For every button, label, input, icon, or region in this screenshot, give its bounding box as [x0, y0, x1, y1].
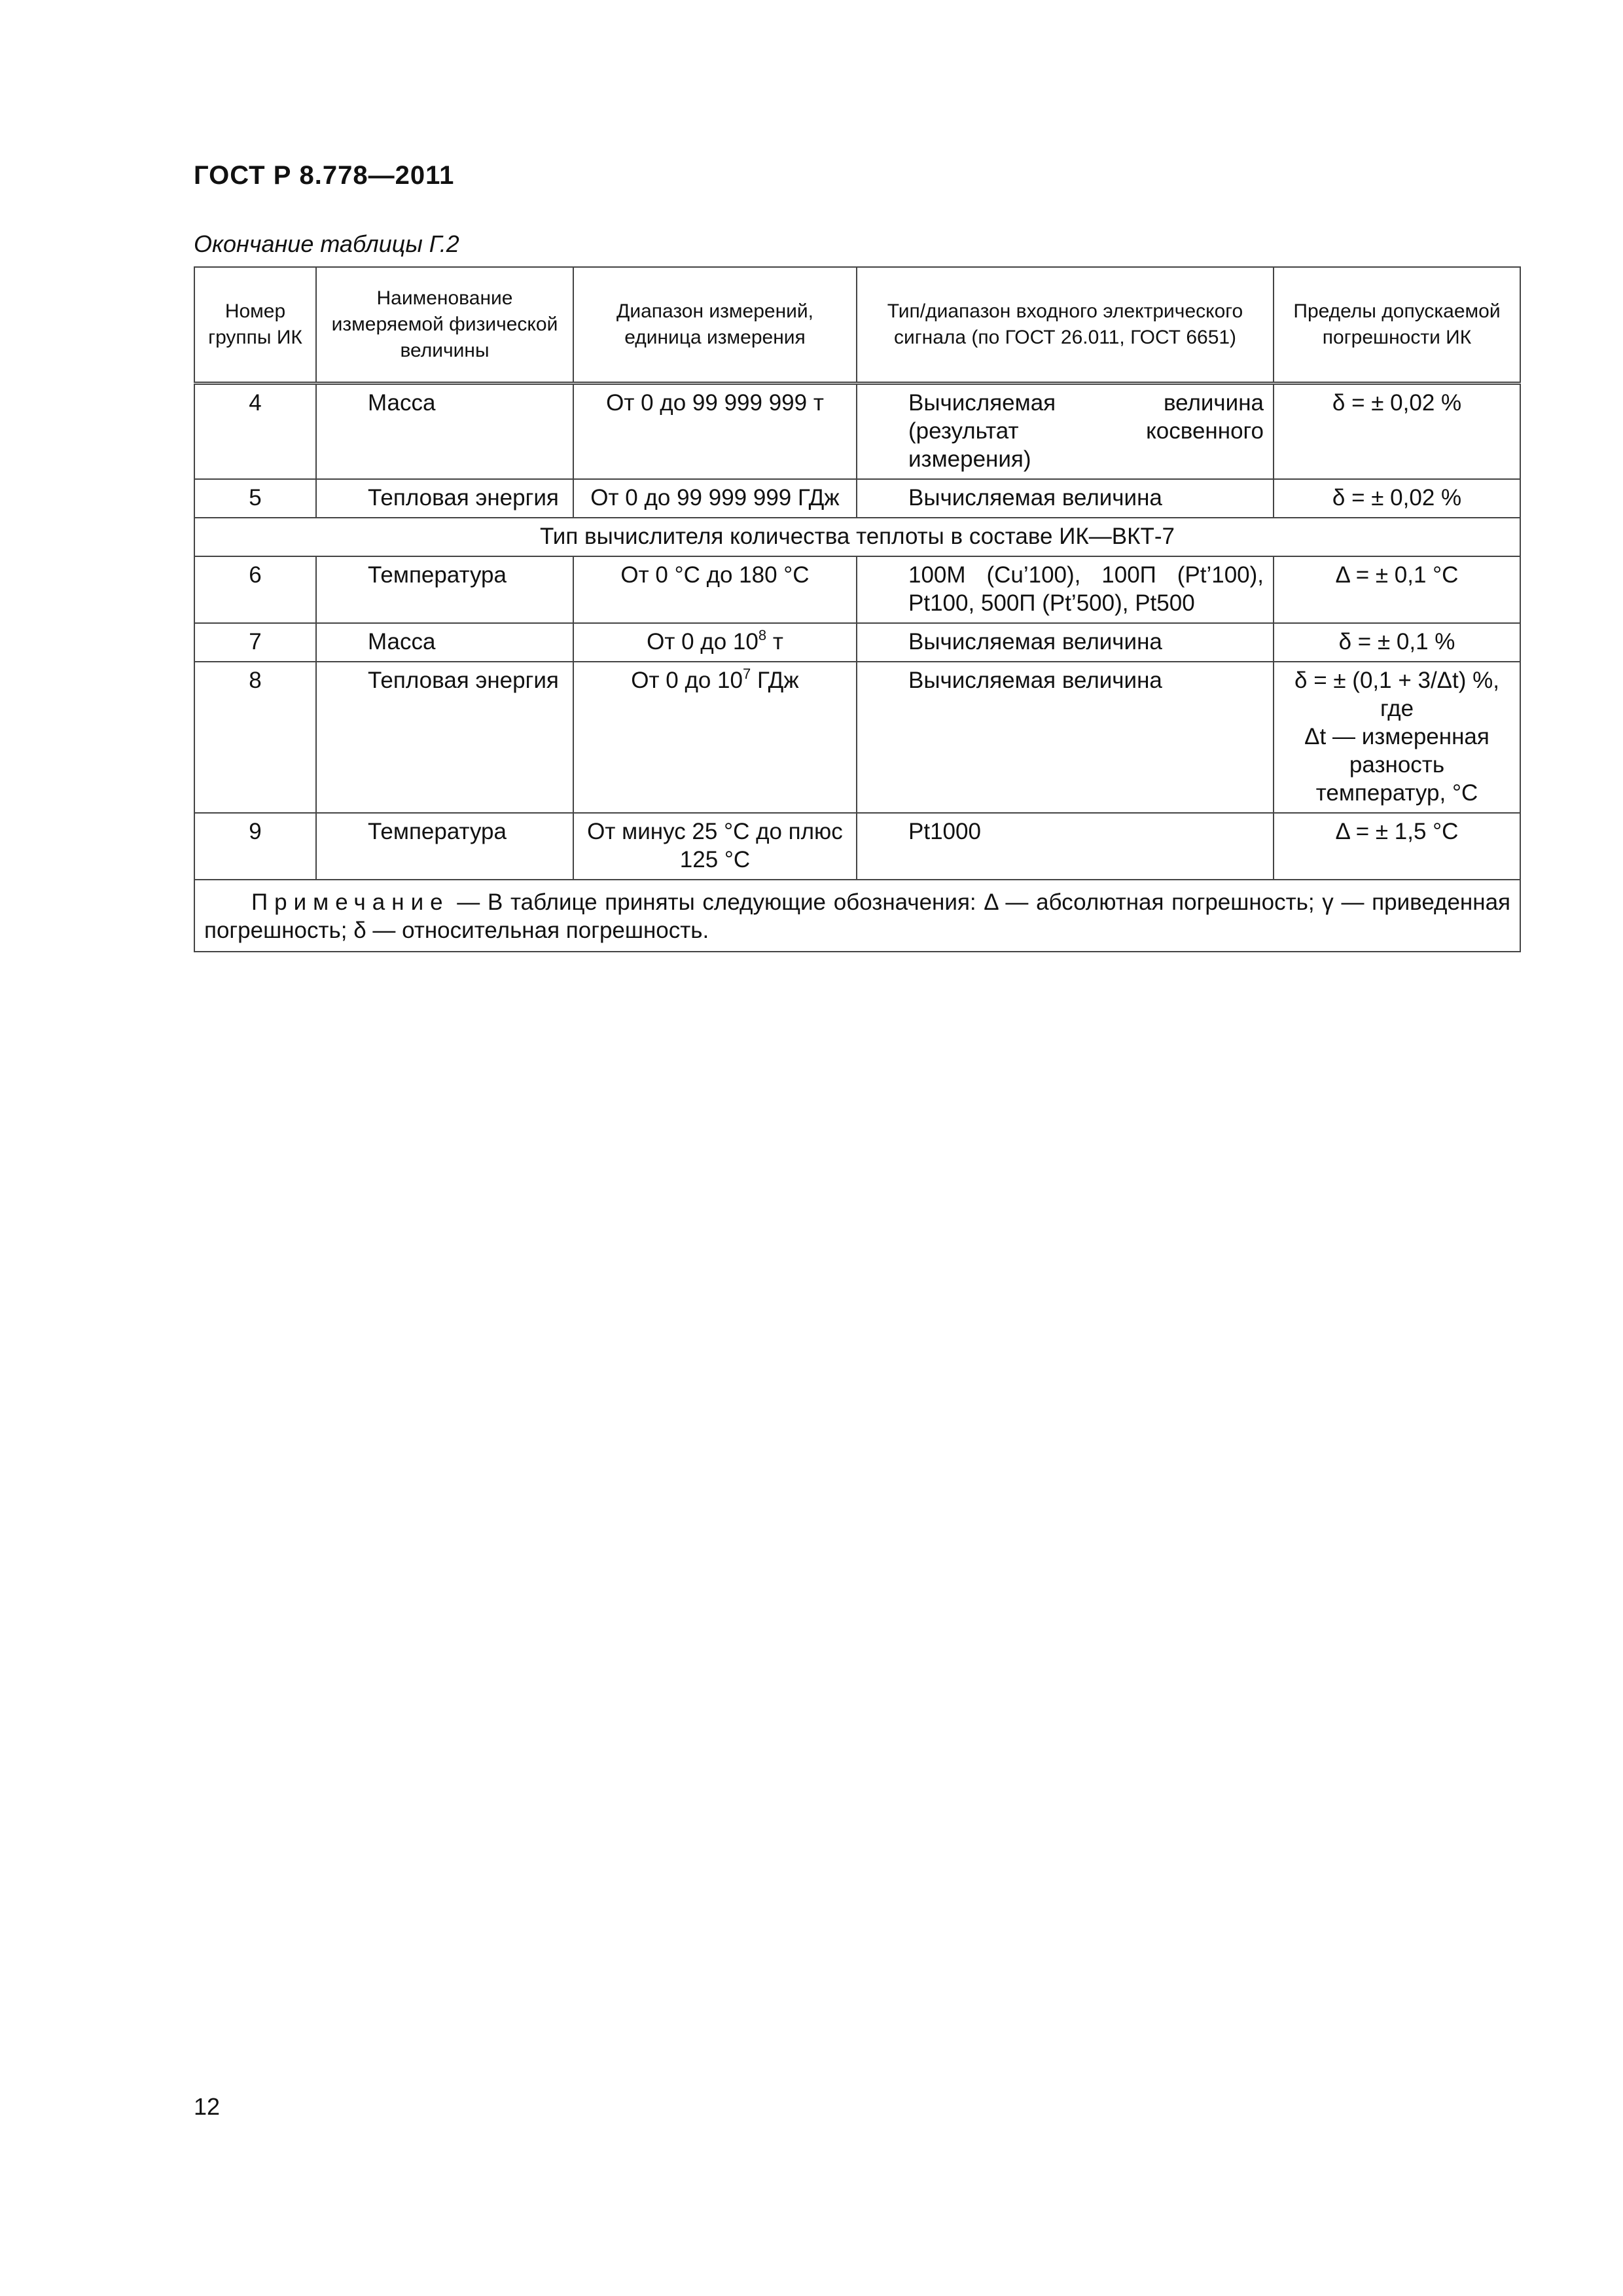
table-row — [194, 662, 1520, 813]
data-table — [194, 266, 1521, 952]
cell-signal: Вычисляемая величина — [857, 479, 1274, 518]
cell-quantity: Температура — [316, 813, 573, 880]
cell-error: δ = ± 0,02 % — [1274, 479, 1520, 518]
error-formula: δ = ± (0,1 + 3/Δt) %, — [1294, 668, 1500, 693]
cell-quantity: Масса — [316, 623, 573, 662]
range-prefix: От 0 до 10 — [631, 668, 743, 693]
table-note-row — [194, 880, 1520, 952]
cell-number: 4 — [194, 384, 316, 480]
cell-error: Δ = ± 1,5 °С — [1274, 813, 1520, 880]
cell-error — [1274, 662, 1520, 813]
table-row — [194, 813, 1520, 880]
col-header-quantity: Наименование измеряемой физической величины — [316, 267, 573, 384]
cell-range: От 0 до 99 999 999 ГДж — [573, 479, 857, 518]
range-exponent: 8 — [758, 627, 767, 643]
table-row — [194, 623, 1520, 662]
cell-number: 6 — [194, 556, 316, 623]
error-where: где — [1380, 696, 1414, 721]
cell-signal: Вычисляемая величина — [857, 623, 1274, 662]
col-header-range: Диапазон измерений, единица измерения — [573, 267, 857, 384]
cell-error: δ = ± 0,1 % — [1274, 623, 1520, 662]
cell-quantity: Масса — [316, 384, 573, 480]
cell-quantity: Температура — [316, 556, 573, 623]
col-header-number: Номер группы ИК — [194, 267, 316, 384]
cell-signal: Вычисляемая величина — [857, 662, 1274, 813]
range-unit: ГДж — [751, 668, 799, 693]
col-header-signal: Тип/диапазон входного электрического сигнала (по ГОСТ 26.011, ГОСТ 6651) — [857, 267, 1274, 384]
table-note — [194, 880, 1520, 952]
section-title: Тип вычислителя количества теплоты в составе ИК—ВКТ-7 — [194, 518, 1520, 556]
cell-quantity: Тепловая энергия — [316, 662, 573, 813]
page-number: 12 — [194, 2093, 221, 2120]
error-definition: Δt — измеренная разность температур, °С — [1304, 724, 1489, 806]
cell-error: Δ = ± 0,1 °С — [1274, 556, 1520, 623]
cell-range: От 0 до 99 999 999 т — [573, 384, 857, 480]
cell-range — [573, 623, 857, 662]
note-text: — В таблице приняты следующие обозначения: Δ — абсолютная погрешность; γ — приведенная погрешность; δ — относительная погрешность. — [204, 889, 1510, 943]
cell-signal: Pt1000 — [857, 813, 1274, 880]
cell-signal: 100М (Cu’100), 100П (Pt’100), Pt100, 500П (Pt’500), Pt500 — [857, 556, 1274, 623]
cell-number: 9 — [194, 813, 316, 880]
document-header: ГОСТ Р 8.778—2011 — [194, 161, 455, 190]
table-section-row — [194, 518, 1520, 556]
range-exponent: 7 — [743, 666, 751, 682]
table-row — [194, 556, 1520, 623]
cell-quantity: Тепловая энергия — [316, 479, 573, 518]
cell-range: От минус 25 °С до плюс 125 °С — [573, 813, 857, 880]
range-prefix: От 0 до 10 — [647, 629, 758, 655]
col-header-error: Пределы допускаемой погрешности ИК — [1274, 267, 1520, 384]
cell-signal: Вычисляемая величина (результат косвенного измерения) — [857, 384, 1274, 480]
cell-range — [573, 662, 857, 813]
cell-number: 8 — [194, 662, 316, 813]
table-row — [194, 384, 1520, 480]
table-caption: Окончание таблицы Г.2 — [194, 230, 459, 257]
cell-range: От 0 °С до 180 °С — [573, 556, 857, 623]
cell-number: 7 — [194, 623, 316, 662]
table-header-row — [194, 267, 1520, 384]
cell-error: δ = ± 0,02 % — [1274, 384, 1520, 480]
range-unit: т — [766, 629, 783, 655]
cell-number: 5 — [194, 479, 316, 518]
note-label: Примечание — [251, 889, 450, 915]
table-row — [194, 479, 1520, 518]
